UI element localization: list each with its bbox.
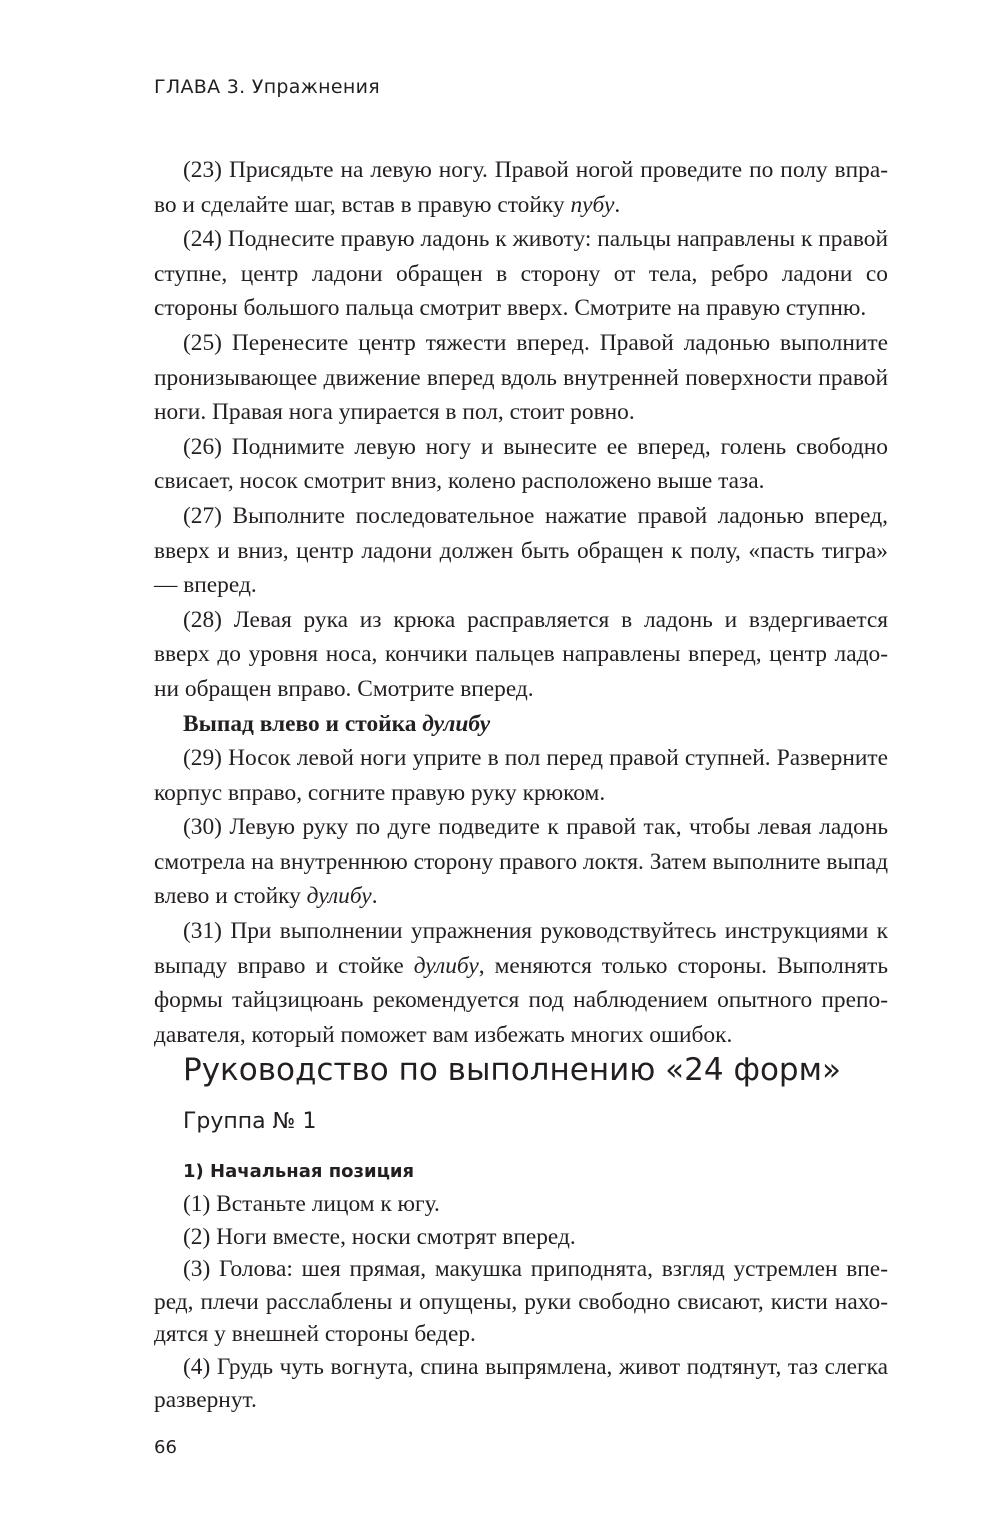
section-paragraph-1: (1) Встаньте лицом к югу. [183,1191,440,1217]
paragraph-31 [154,914,888,1052]
subheading-lunge-left [154,707,888,742]
section-paragraph-4: (4) Грудь чуть вогнута, спина выпрямлена, живот подтянут, таз слегка развернут. [154,1353,888,1413]
paragraph-28 [154,603,888,707]
paragraph-text-end: . [371,883,378,910]
paragraph-25 [154,326,888,430]
section-paragraph-2: (2) Ноги вместе, носки смотрят вперед. [183,1223,576,1250]
paragraph-text: (26) Поднимите левую ногу и вынесите ее вперед, голень свободно свисает, носок смотрит вниз, колено расположено выше таза. [154,433,888,495]
section-paragraph-3: (3) Голова: шея прямая, макушка приподнята, взгляд устремлен вперед, плечи расслаблены и опущены, руки свободно свисают, кисти находятся у внешней стороны бедер. [154,1256,888,1348]
paragraph-26 [154,430,888,499]
paragraph-italic-term: пубу [570,191,615,218]
paragraph-29 [154,741,888,810]
paragraph-text-end: , меняются только стороны. Выполнять формы тайцзицюань рекомендуется под наблюдением опытного преподавателя, который поможет вам избежать многих ошибок. [154,952,888,1048]
paragraph-text: (27) Выполните последовательное нажатие правой ладонью вперед, вверх и вниз, центр ладони должен быть обращен к полу, «пасть тигра» — вперед. [154,502,888,599]
running-head: ГЛАВА 3. Упражнения [154,76,380,98]
item-heading: 1) Начальная позиция [183,1161,415,1182]
paragraph-23 [154,153,888,222]
paragraph-27 [154,499,888,603]
paragraph-text: (29) Носок левой ноги уприте в пол перед правой ступней. Разверните корпус вправо, согните правую руку крюком. [154,745,888,806]
paragraph-text: (31) При выполнении упражнения руководствуйтесь инструкциями к выпаду вправо и стойке [154,918,888,979]
paragraph-24 [154,222,888,326]
paragraph-text: (24) Поднесите правую ладонь к животу: пальцы направлены к правой ступне, центр ладони обращен в сторону от тела, ребро ладони со стороны большого пальца смотрит вверх. Смотрите на правую ступню. [154,226,888,322]
paragraph-text: (25) Перенесите центр тяжести вперед. Правой ладонью выполните пронизывающее движение вперед вдоль внутренней поверхности правой ноги. Правая нога упирается в пол, стоит ровно. [154,329,888,426]
guide-section [154,1050,888,1416]
paragraph-italic-term: дулибу [413,952,479,979]
section-subtitle: Группа № 1 [183,1109,317,1134]
section-body [154,1188,888,1416]
paragraph-text: (30) Левую руку по дуге подведите к правой так, чтобы левая ладонь смотрела на внутреннюю сторону правого локтя. Затем выполните выпад влево и стойку [154,814,888,910]
section-title: Руководство по выполнению «24 форм» [183,1052,841,1088]
paragraph-text: (28) Левая рука из крюка расправляется в ладонь и вздергивается вверх до уровня носа, кончики пальцев направлены вперед, центр ладони обращен вправо. Смотрите вперед. [154,606,888,702]
paragraph-30 [154,810,888,914]
paragraph-text: (23) Присядьте на левую ногу. Правой ногой проведите по полу вправо и сделайте шаг, встав в правую стойку [154,157,888,218]
paragraph-italic-term: дулибу [306,883,372,910]
subheading-italic-term: дулибу [422,710,491,737]
paragraph-text-end: . [614,191,621,218]
subheading-text: Выпад влево и стойка [183,710,423,737]
page-number: 66 [154,1437,177,1458]
body-text [154,153,888,1052]
